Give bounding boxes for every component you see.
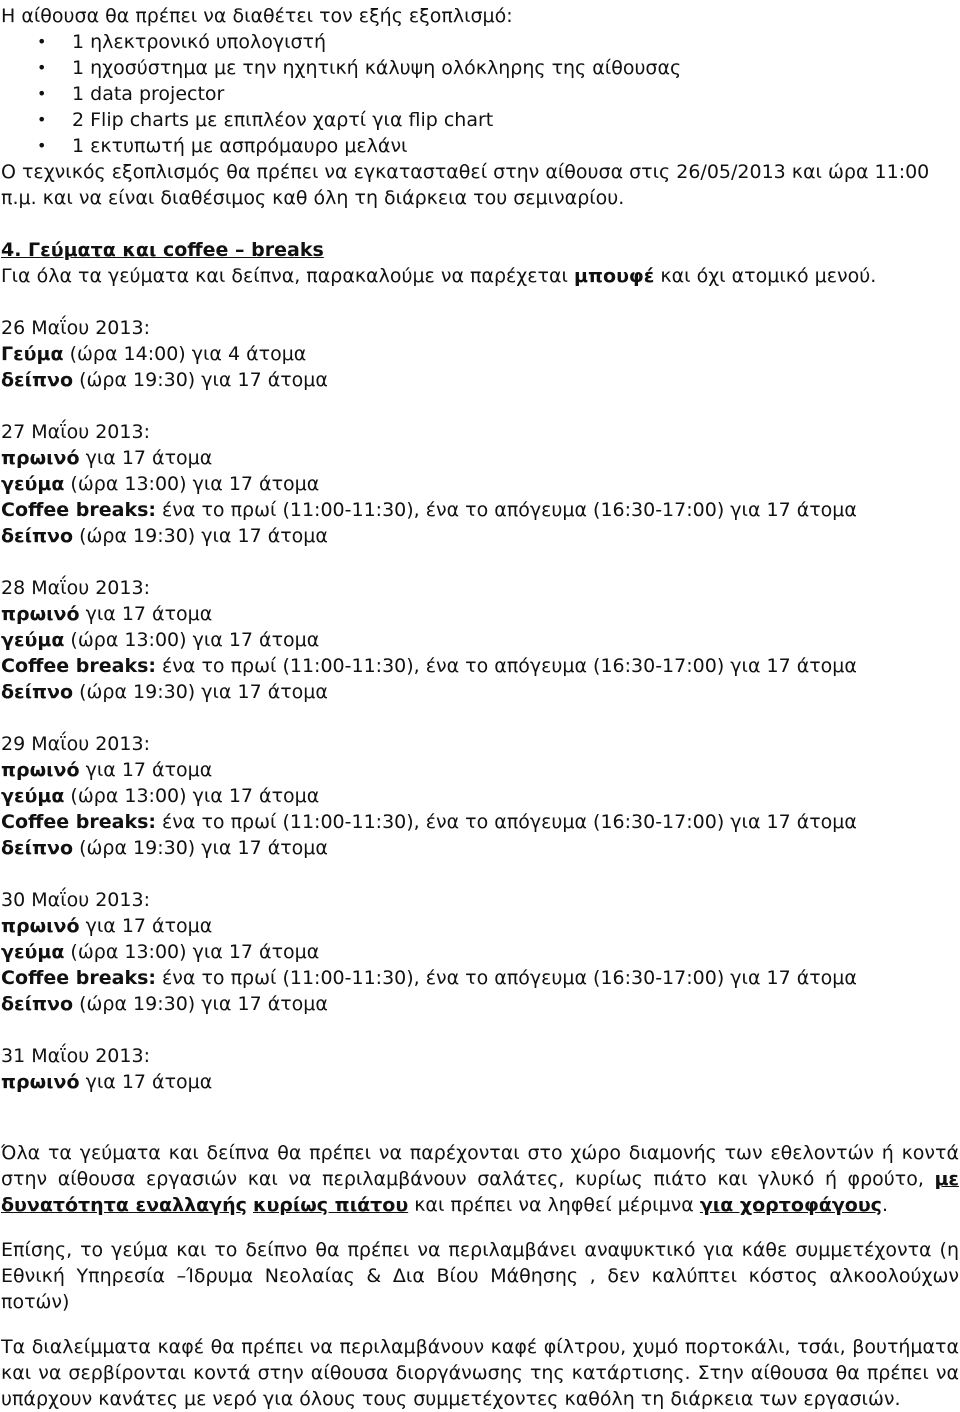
meal-text: ένα το πρωί (11:00-11:30), ένα το απόγευμα (16:30-17:00) για 17 άτομα xyxy=(156,967,857,989)
meal-text: (ώρα 19:30) για 17 άτομα xyxy=(73,837,328,859)
bullet-icon: • xyxy=(37,136,47,155)
spacer xyxy=(1,861,960,887)
closing-text: και πρέπει να ληφθεί μέριμνα xyxy=(408,1194,700,1216)
day-block xyxy=(1,731,960,861)
meal-line xyxy=(1,1069,960,1095)
meal-text: (ώρα 19:30) για 17 άτομα xyxy=(73,993,328,1015)
meal-label: δείπνο xyxy=(1,525,74,547)
meal-text: ένα το πρωί (11:00-11:30), ένα το απόγευμα (16:30-17:00) για 17 άτομα xyxy=(156,499,857,521)
day-block xyxy=(1,575,960,705)
meal-label: πρωινό xyxy=(1,603,80,625)
day-block xyxy=(1,1043,960,1095)
equipment-item-text: 2 Flip charts με επιπλέον χαρτί για flip chart xyxy=(72,109,494,131)
meal-label: πρωινό xyxy=(1,1071,80,1093)
bullet-icon: • xyxy=(37,58,47,77)
spacer xyxy=(1,289,960,315)
spacer xyxy=(1,211,960,237)
meal-line xyxy=(1,913,960,939)
meal-line xyxy=(1,679,960,705)
bullet-icon: • xyxy=(37,84,47,103)
meal-text: για 17 άτομα xyxy=(79,915,213,937)
meal-line xyxy=(1,523,960,549)
meal-line xyxy=(1,367,960,393)
closing-underline: κυρίως πιάτου xyxy=(252,1194,409,1216)
meal-line xyxy=(1,445,960,471)
equipment-item xyxy=(1,81,960,107)
closing-paragraph-3: Τα διαλείμματα καφέ θα πρέπει να περιλαμβάνουν καφέ φίλτρου, χυμό πορτοκάλι, τσάι, βουτήματα και να σερβίρονται κοντά στην αίθουσα διοργάνωσης της κατάρτισης. Στην αίθουσα θα πρέπει να υπάρχουν κανάτες με νερό για όλους τους συμμετέχοντες καθόλη τη διάρκεια των εργασιών. xyxy=(1,1336,959,1410)
meal-line xyxy=(1,653,960,679)
equipment-note-line1: Ο τεχνικός εξοπλισμός θα πρέπει να εγκατασταθεί στην αίθουσα στις 26/05/2013 και ώρα 11:00 xyxy=(1,161,930,183)
meal-text: για 17 άτομα xyxy=(79,603,213,625)
equipment-item-text: 1 ηχοσύστημα με την ηχητική κάλυψη ολόκληρης της αίθουσας xyxy=(72,57,682,79)
meal-label: πρωινό xyxy=(1,447,80,469)
meal-line xyxy=(1,497,960,523)
meal-line xyxy=(1,991,960,1017)
meal-text: ένα το πρωί (11:00-11:30), ένα το απόγευμα (16:30-17:00) για 17 άτομα xyxy=(156,811,857,833)
day-date: 31 Μαΐου 2013: xyxy=(1,1045,150,1067)
closing-text: Όλα τα γεύματα και δείπνα θα πρέπει να παρέχονται στο χώρο διαμονής των εθελοντών ή κοντά στην αίθουσα εργασιών και να περιλαμβάνουν σαλάτες, κυρίως πιάτο και γλυκό ή φρούτο, xyxy=(1,1142,959,1190)
closing-text: . xyxy=(881,1194,888,1216)
day-block xyxy=(1,887,960,1017)
meal-text: για 17 άτομα xyxy=(79,759,213,781)
meal-label: γεύμα xyxy=(1,473,65,495)
equipment-item-text: 1 data projector xyxy=(72,83,225,105)
spacer xyxy=(1,393,960,419)
closing-paragraph-2: Επίσης, το γεύμα και το δείπνο θα πρέπει να περιλαμβάνει αναψυκτικό για κάθε συμμετέχοντα (η Εθνική Υπηρεσία –Ίδρυμα Νεολαίας & Δια Βίου Μάθησης , δεν καλύπτει κόστος αλκοολούχων ποτών) xyxy=(1,1239,959,1313)
meal-line xyxy=(1,601,960,627)
meal-text: (ώρα 13:00) για 17 άτομα xyxy=(64,785,320,807)
meal-line xyxy=(1,783,960,809)
equipment-item-text: 1 εκτυπωτή με ασπρόμαυρο μελάνι xyxy=(72,135,408,157)
section-intro-tail: και όχι ατομικό μενού. xyxy=(654,265,877,287)
section-intro-text: Για όλα τα γεύματα και δείπνα, παρακαλούμε να παρέχεται xyxy=(1,265,574,287)
day-date: 27 Μαΐου 2013: xyxy=(1,421,150,443)
meal-text: (ώρα 14:00) για 4 άτομα xyxy=(63,343,307,365)
equipment-item xyxy=(1,55,960,81)
meal-label: γεύμα xyxy=(1,941,65,963)
day-date: 28 Μαΐου 2013: xyxy=(1,577,150,599)
equipment-item xyxy=(1,107,960,133)
meal-label: δείπνο xyxy=(1,681,74,703)
meal-text: για 17 άτομα xyxy=(79,447,213,469)
meal-line xyxy=(1,757,960,783)
meal-label: Coffee breaks: xyxy=(1,967,156,989)
section-intro-bold: μπουφέ xyxy=(574,265,655,287)
meal-label: δείπνο xyxy=(1,993,74,1015)
bullet-icon: • xyxy=(37,110,47,129)
meal-text: (ώρα 13:00) για 17 άτομα xyxy=(64,629,320,651)
meal-label: Coffee breaks: xyxy=(1,499,156,521)
equipment-item-text: 1 ηλεκτρονικό υπολογιστή xyxy=(72,31,327,53)
meal-label: Coffee breaks: xyxy=(1,655,156,677)
spacer xyxy=(1,1017,960,1043)
closing-underline: με δυνατότητα εναλλαγής xyxy=(1,1168,959,1216)
section-heading: 4. Γεύματα και coffee – breaks xyxy=(1,239,324,261)
section-intro xyxy=(1,263,960,289)
meal-line xyxy=(1,965,960,991)
spacer xyxy=(1,705,960,731)
equipment-note-line2: π.μ. και να είναι διαθέσιμος καθ όλη τη διάρκεια του σεμιναρίου. xyxy=(1,187,625,209)
meal-line xyxy=(1,341,960,367)
equipment-intro: Η αίθουσα θα πρέπει να διαθέτει τον εξής εξοπλισμό: xyxy=(1,5,513,27)
meal-line xyxy=(1,939,960,965)
meal-line xyxy=(1,627,960,653)
meal-text: (ώρα 13:00) για 17 άτομα xyxy=(64,941,320,963)
meal-text: (ώρα 19:30) για 17 άτομα xyxy=(73,681,328,703)
meal-line xyxy=(1,809,960,835)
equipment-item xyxy=(1,29,960,55)
meal-label: πρωινό xyxy=(1,915,80,937)
equipment-item xyxy=(1,133,960,159)
closing-underline: για χορτοφάγους xyxy=(699,1194,882,1216)
meal-label: πρωινό xyxy=(1,759,80,781)
meal-line xyxy=(1,835,960,861)
day-date: 30 Μαΐου 2013: xyxy=(1,889,150,911)
meal-label: δείπνο xyxy=(1,369,74,391)
meal-text: (ώρα 19:30) για 17 άτομα xyxy=(73,369,328,391)
meal-label: Γεύμα xyxy=(1,343,64,365)
closing-paragraph-1 xyxy=(1,1140,959,1218)
meal-label: Coffee breaks: xyxy=(1,811,156,833)
meal-text: (ώρα 13:00) για 17 άτομα xyxy=(64,473,320,495)
bullet-icon: • xyxy=(37,32,47,51)
meal-text: ένα το πρωί (11:00-11:30), ένα το απόγευμα (16:30-17:00) για 17 άτομα xyxy=(156,655,857,677)
meal-label: δείπνο xyxy=(1,837,74,859)
meal-line xyxy=(1,471,960,497)
day-block xyxy=(1,419,960,549)
meal-text: (ώρα 19:30) για 17 άτομα xyxy=(73,525,328,547)
spacer xyxy=(1,1095,960,1121)
day-date: 29 Μαΐου 2013: xyxy=(1,733,150,755)
day-block xyxy=(1,315,960,393)
meal-text: για 17 άτομα xyxy=(79,1071,213,1093)
meal-label: γεύμα xyxy=(1,785,65,807)
equipment-list xyxy=(1,29,960,159)
meal-label: γεύμα xyxy=(1,629,65,651)
day-date: 26 Μαΐου 2013: xyxy=(1,317,150,339)
spacer xyxy=(1,549,960,575)
